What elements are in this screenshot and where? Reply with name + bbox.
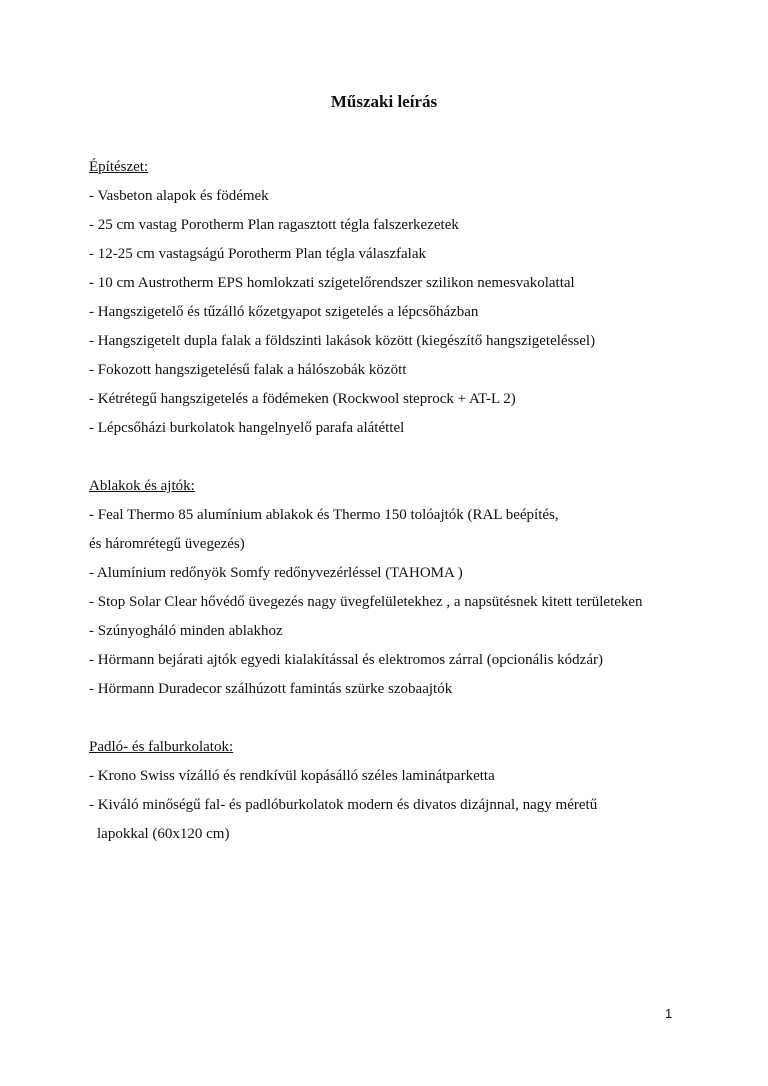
list-item: - Hangszigetelt dupla falak a földszinti lakások között (kiegészítő hangszigeteléssel) (89, 333, 596, 349)
list-item: - Kétrétegű hangszigetelés a födémeken (Rockwool steprock + AT-L 2) (89, 391, 516, 407)
list-item: - Alumínium redőnyök Somfy redőnyvezérléssel (TAHOMA ) (89, 565, 463, 581)
list-item: - Hörmann bejárati ajtók egyedi kialakítással és elektromos zárral (opcionális kódzár) (89, 652, 603, 668)
section-epiteszet (89, 153, 689, 443)
list-item: - Fokozott hangszigetelésű falak a hálószobák között (89, 362, 407, 378)
list-item: - Vasbeton alapok és födémek (89, 188, 269, 204)
section-ablakok-es-ajtok (89, 472, 689, 704)
page-number: 1 (665, 1006, 673, 1021)
document-body (89, 153, 689, 849)
section-heading: Építészet: (89, 159, 149, 175)
list-item-continuation: és háromrétegű üvegezés) (89, 536, 245, 552)
list-item: - Hörmann Duradecor szálhúzott famintás szürke szobaajtók (89, 681, 453, 697)
list-item: - Stop Solar Clear hővédő üvegezés nagy üvegfelületekhez , a napsütésnek kitett területeken (89, 594, 643, 610)
list-item: - Kiváló minőségű fal- és padlóburkolatok modern és divatos dizájnnal, nagy méretű (89, 797, 598, 813)
list-item: - 25 cm vastag Porotherm Plan ragasztott tégla falszerkezetek (89, 217, 459, 233)
list-item: - Lépcsőházi burkolatok hangelnyelő parafa alátéttel (89, 420, 405, 436)
list-item: - Krono Swiss vízálló és rendkívül kopásálló széles laminátparketta (89, 768, 495, 784)
list-item: - 10 cm Austrotherm EPS homlokzati szigetelőrendszer szilikon nemesvakolattal (89, 275, 575, 291)
section-heading: Ablakok és ajtók: (89, 478, 195, 494)
list-item: - Szúnyogháló minden ablakhoz (89, 623, 283, 639)
list-item: - 12-25 cm vastagságú Porotherm Plan tégla válaszfalak (89, 246, 426, 262)
list-item-continuation: lapokkal (60x120 cm) (97, 826, 230, 842)
section-heading: Padló- és falburkolatok: (89, 739, 234, 755)
list-item: - Hangszigetelő és tűzálló kőzetgyapot szigetelés a lépcsőházban (89, 304, 479, 320)
list-item: - Feal Thermo 85 alumínium ablakok és Thermo 150 tolóajtók (RAL beépítés, (89, 507, 559, 523)
section-padlo-es-falburkolatok (89, 733, 689, 849)
document-title: Műszaki leírás (330, 92, 438, 111)
